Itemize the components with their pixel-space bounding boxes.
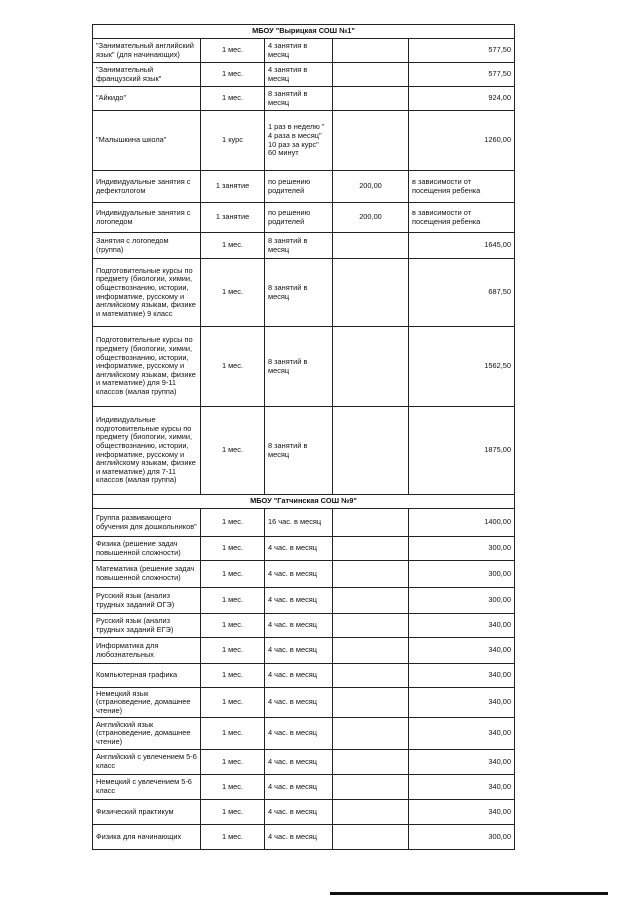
total-cell: 300,00 — [409, 588, 515, 614]
table-row — [93, 39, 515, 63]
period-cell: 1 мес. — [201, 750, 265, 775]
table-row — [93, 111, 515, 171]
service-name-cell: Русский язык (анализ трудных заданий ЕГЭ) — [93, 614, 201, 638]
service-name-cell: Русский язык (анализ трудных заданий ОГЭ) — [93, 588, 201, 614]
price-cell — [333, 825, 409, 850]
lessons-cell: 4 час. в месяц — [265, 718, 333, 750]
service-name-cell: Индивидуальные подготовительные курсы по предмету (биологии, химии, обществознанию, истории, информатике, русскому и английскому языкам, физике и математике) для 7-11 классов (малая группа) — [93, 407, 201, 495]
price-cell — [333, 750, 409, 775]
period-cell: 1 курс — [201, 111, 265, 171]
price-cell — [333, 259, 409, 327]
period-cell: 1 занятие — [201, 171, 265, 203]
period-cell: 1 мес. — [201, 718, 265, 750]
lessons-cell: 4 час. в месяц — [265, 664, 333, 688]
period-cell: 1 мес. — [201, 588, 265, 614]
total-cell: 340,00 — [409, 638, 515, 664]
total-cell: 687,50 — [409, 259, 515, 327]
table-row — [93, 614, 515, 638]
service-name-cell: Физический практикум — [93, 800, 201, 825]
service-name-cell: Группа развивающего обучения для дошкольников" — [93, 509, 201, 537]
total-cell: 1562,50 — [409, 327, 515, 407]
total-cell: 340,00 — [409, 688, 515, 718]
price-cell — [333, 509, 409, 537]
lessons-cell: 4 час. в месяц — [265, 614, 333, 638]
price-cell — [333, 63, 409, 87]
service-name-cell: Английский язык (страноведение, домашнее чтение) — [93, 718, 201, 750]
table-row — [93, 638, 515, 664]
lessons-cell: 8 занятий в месяц — [265, 407, 333, 495]
lessons-cell: по решению родителей — [265, 171, 333, 203]
period-cell: 1 занятие — [201, 203, 265, 233]
service-name-cell: Индивидуальные занятия с логопедом — [93, 203, 201, 233]
period-cell: 1 мес. — [201, 509, 265, 537]
total-cell: 300,00 — [409, 825, 515, 850]
lessons-cell: по решению родителей — [265, 203, 333, 233]
service-name-cell: Информатика для любознательных — [93, 638, 201, 664]
service-name-cell: "Занимательный английский язык" (для начинающих) — [93, 39, 201, 63]
service-name-cell: "Айкидо" — [93, 87, 201, 111]
table-row — [93, 825, 515, 850]
total-cell: 340,00 — [409, 718, 515, 750]
price-cell — [333, 233, 409, 259]
lessons-cell: 16 час. в месяц — [265, 509, 333, 537]
price-cell — [333, 664, 409, 688]
section-header-row — [93, 25, 515, 39]
period-cell: 1 мес. — [201, 259, 265, 327]
lessons-cell: 8 занятий в месяц — [265, 259, 333, 327]
lessons-cell: 8 занятий в месяц — [265, 233, 333, 259]
table-row — [93, 688, 515, 718]
price-table — [92, 24, 515, 850]
table-row — [93, 87, 515, 111]
price-cell — [333, 588, 409, 614]
total-cell: 1875,00 — [409, 407, 515, 495]
price-table-body — [93, 25, 515, 850]
period-cell: 1 мес. — [201, 664, 265, 688]
section-title: МБОУ "Гатчинская СОШ №9" — [93, 495, 515, 509]
price-cell — [333, 327, 409, 407]
service-name-cell: "Малышкина школа" — [93, 111, 201, 171]
period-cell: 1 мес. — [201, 561, 265, 588]
price-cell — [333, 688, 409, 718]
total-cell: 340,00 — [409, 775, 515, 800]
period-cell: 1 мес. — [201, 63, 265, 87]
table-row — [93, 327, 515, 407]
note-cell: в зависимости от посещения ребенка — [409, 171, 515, 203]
price-cell — [333, 718, 409, 750]
period-cell: 1 мес. — [201, 688, 265, 718]
service-name-cell: Компьютерная графика — [93, 664, 201, 688]
table-row — [93, 537, 515, 561]
service-name-cell: Физика для начинающих — [93, 825, 201, 850]
lessons-cell: 4 час. в месяц — [265, 561, 333, 588]
service-name-cell: Английский с увлечением 5-6 класс — [93, 750, 201, 775]
section-header-row — [93, 495, 515, 509]
lessons-cell: 4 час. в месяц — [265, 537, 333, 561]
period-cell: 1 мес. — [201, 638, 265, 664]
service-name-cell: Подготовительные курсы по предмету (биологии, химии, обществознанию, истории, информатике, русскому и английскому языкам, физике и математике) для 9-11 классов (малая группа) — [93, 327, 201, 407]
total-cell: 577,50 — [409, 63, 515, 87]
total-cell: 340,00 — [409, 750, 515, 775]
period-cell: 1 мес. — [201, 233, 265, 259]
section-title: МБОУ "Вырицкая СОШ №1" — [93, 25, 515, 39]
service-name-cell: "Занимательный французский язык" — [93, 63, 201, 87]
price-cell — [333, 39, 409, 63]
lessons-cell: 4 час. в месяц — [265, 588, 333, 614]
service-name-cell: Физика (решение задач повышенной сложности) — [93, 537, 201, 561]
price-cell — [333, 87, 409, 111]
table-row — [93, 259, 515, 327]
table-row — [93, 664, 515, 688]
table-row — [93, 407, 515, 495]
table-row — [93, 718, 515, 750]
period-cell: 1 мес. — [201, 407, 265, 495]
price-cell — [333, 800, 409, 825]
price-cell: 200,00 — [333, 171, 409, 203]
bottom-rule — [330, 892, 608, 895]
total-cell: 1645,00 — [409, 233, 515, 259]
lessons-cell: 4 час. в месяц — [265, 800, 333, 825]
price-cell — [333, 407, 409, 495]
price-cell — [333, 614, 409, 638]
lessons-cell: 4 занятия в месяц — [265, 39, 333, 63]
price-cell — [333, 111, 409, 171]
period-cell: 1 мес. — [201, 614, 265, 638]
service-name-cell: Немецкий с увлечением 5-6 класс — [93, 775, 201, 800]
total-cell: 924,00 — [409, 87, 515, 111]
period-cell: 1 мес. — [201, 537, 265, 561]
service-name-cell: Подготовительные курсы по предмету (биологии, химии, обществознанию, истории, информатике, русскому и английскому языкам, физике и математике) 9 класс — [93, 259, 201, 327]
total-cell: 340,00 — [409, 800, 515, 825]
table-row — [93, 233, 515, 259]
lessons-cell: 4 час. в месяц — [265, 775, 333, 800]
lessons-cell: 4 час. в месяц — [265, 750, 333, 775]
lessons-cell: 4 час. в месяц — [265, 825, 333, 850]
table-row — [93, 561, 515, 588]
period-cell: 1 мес. — [201, 327, 265, 407]
total-cell: 340,00 — [409, 664, 515, 688]
table-row — [93, 63, 515, 87]
service-name-cell: Занятия с логопедом (группа) — [93, 233, 201, 259]
table-row — [93, 509, 515, 537]
service-name-cell: Индивидуальные занятия с дефектологом — [93, 171, 201, 203]
price-cell — [333, 537, 409, 561]
table-row — [93, 588, 515, 614]
total-cell: 300,00 — [409, 537, 515, 561]
price-cell — [333, 638, 409, 664]
period-cell: 1 мес. — [201, 87, 265, 111]
period-cell: 1 мес. — [201, 775, 265, 800]
lessons-cell: 1 раз в неделю " 4 раза в месяц" 10 раз за курс" 60 минут — [265, 111, 333, 171]
service-name-cell: Немецкий язык (страноведение, домашнее чтение) — [93, 688, 201, 718]
table-row — [93, 800, 515, 825]
lessons-cell: 8 занятий в месяц — [265, 87, 333, 111]
total-cell: 1260,00 — [409, 111, 515, 171]
table-row — [93, 775, 515, 800]
lessons-cell: 4 занятия в месяц — [265, 63, 333, 87]
lessons-cell: 4 час. в месяц — [265, 638, 333, 664]
price-cell: 200,00 — [333, 203, 409, 233]
table-row — [93, 203, 515, 233]
period-cell: 1 мес. — [201, 800, 265, 825]
service-name-cell: Математика (решение задач повышенной сложности) — [93, 561, 201, 588]
table-row — [93, 171, 515, 203]
lessons-cell: 4 час. в месяц — [265, 688, 333, 718]
price-cell — [333, 561, 409, 588]
total-cell: 340,00 — [409, 614, 515, 638]
table-row — [93, 750, 515, 775]
total-cell: 577,50 — [409, 39, 515, 63]
period-cell: 1 мес. — [201, 39, 265, 63]
lessons-cell: 8 занятий в месяц — [265, 327, 333, 407]
note-cell: в зависимости от посещения ребенка — [409, 203, 515, 233]
total-cell: 1400,00 — [409, 509, 515, 537]
period-cell: 1 мес. — [201, 825, 265, 850]
total-cell: 300,00 — [409, 561, 515, 588]
price-cell — [333, 775, 409, 800]
